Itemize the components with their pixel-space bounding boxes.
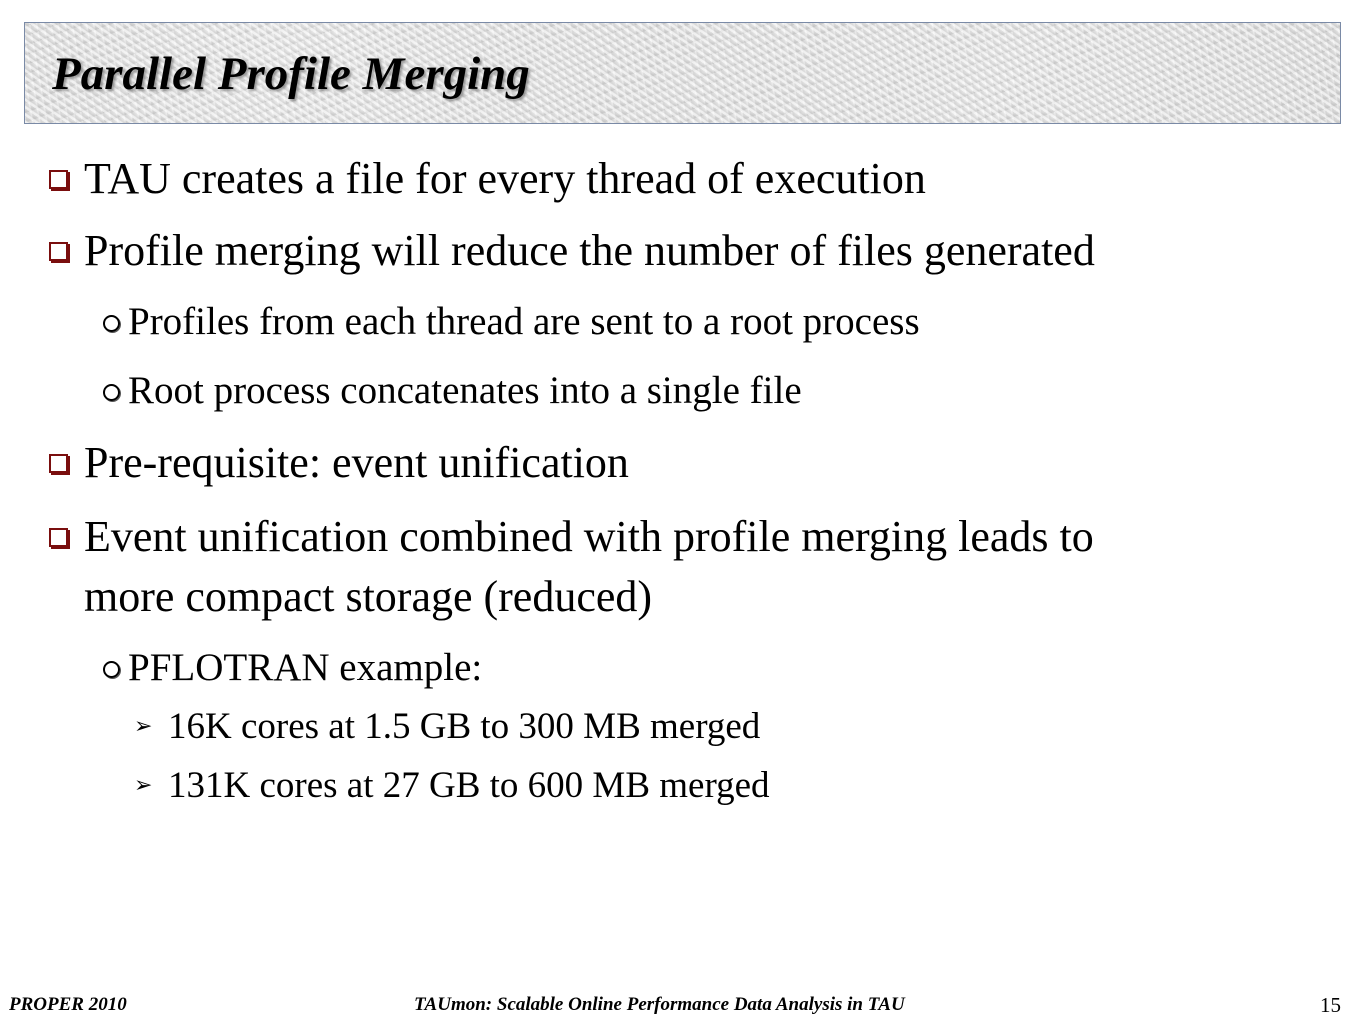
- bullet-text: TAU creates a file for every thread of execution: [84, 154, 926, 203]
- slide-title: Parallel Profile Merging: [52, 48, 530, 100]
- footer-presentation-title: TAUmon: Scalable Online Performance Data Analysis in TAU: [414, 994, 905, 1015]
- title-banner: [24, 22, 1341, 124]
- bullet-text: Pre-requisite: event unification: [84, 438, 629, 487]
- square-bullet-icon: [49, 528, 68, 547]
- arrow-bullet-icon: ➢: [134, 714, 153, 739]
- square-bullet-icon: [49, 170, 68, 189]
- bullet-text: 16K cores at 1.5 GB to 300 MB merged: [168, 706, 761, 747]
- footer-conference: PROPER 2010: [9, 994, 127, 1015]
- page-number: 15: [1320, 993, 1341, 1017]
- bullet-text: Root process concatenates into a single file: [128, 369, 802, 412]
- bullet-text: Profile merging will reduce the number of files generated: [84, 226, 1095, 275]
- bullet-text: PFLOTRAN example:: [128, 646, 483, 689]
- arrow-bullet-icon: ➢: [134, 773, 153, 798]
- bullet-text-continuation: more compact storage (reduced): [84, 572, 653, 621]
- circle-bullet-icon: [103, 384, 120, 401]
- bullet-text: Event unification combined with profile merging leads to: [84, 512, 1094, 561]
- square-bullet-icon: [49, 242, 68, 261]
- circle-bullet-icon: [103, 661, 120, 678]
- bullet-text: 131K cores at 27 GB to 600 MB merged: [168, 765, 770, 806]
- circle-bullet-icon: [103, 315, 120, 332]
- bullet-text: Profiles from each thread are sent to a root process: [128, 300, 920, 343]
- square-bullet-icon: [49, 454, 68, 473]
